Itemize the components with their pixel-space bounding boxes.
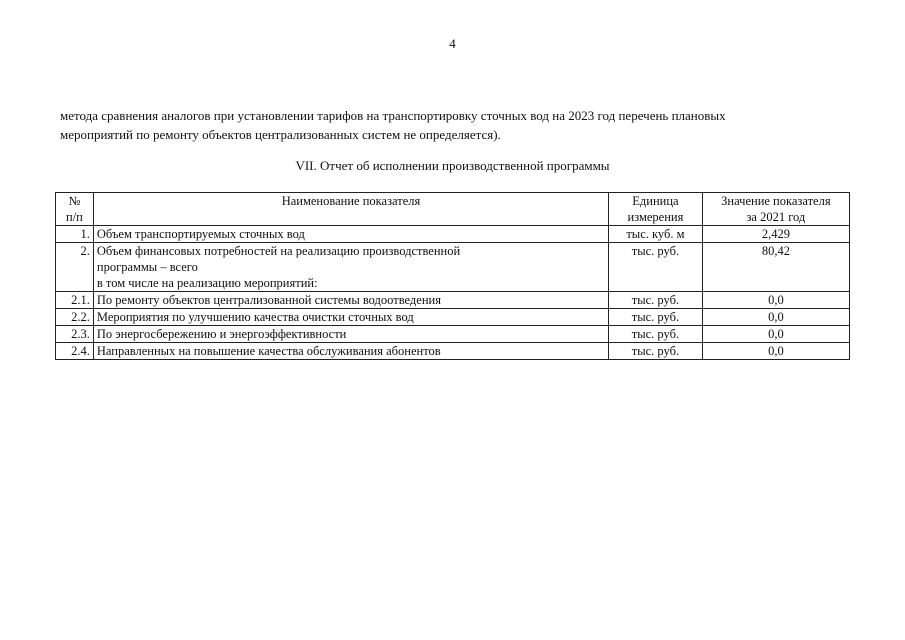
row-unit: тыс. куб. м (609, 226, 703, 243)
row-value: 0,0 (702, 292, 849, 309)
row-num: 2. (56, 243, 94, 292)
row-value: 2,429 (702, 226, 849, 243)
row-name (93, 326, 608, 343)
row-name (93, 292, 608, 309)
row-name (93, 226, 608, 243)
report-table (55, 192, 850, 360)
intro-paragraph (60, 106, 852, 144)
header-num (56, 193, 94, 226)
row-value: 0,0 (702, 343, 849, 360)
header-value (702, 193, 849, 226)
section-title: VII. Отчет об исполнении производственной программы (295, 158, 610, 173)
row-value: 80,42 (702, 243, 849, 292)
row-name-line: в том числе на реализацию мероприятий: (96, 276, 318, 290)
header-num-line: п/п (66, 210, 83, 224)
row-value: 0,0 (702, 309, 849, 326)
row-num: 2.3. (56, 326, 94, 343)
row-unit: тыс. руб. (609, 243, 703, 292)
row-num: 2.4. (56, 343, 94, 360)
table-row (56, 326, 850, 343)
row-name-line: Объем транспортируемых сточных вод (96, 227, 305, 241)
row-num: 2.2. (56, 309, 94, 326)
table-row (56, 309, 850, 326)
row-value: 0,0 (702, 326, 849, 343)
row-name-line: По ремонту объектов централизованной системы водоотведения (96, 293, 441, 307)
row-unit: тыс. руб. (609, 292, 703, 309)
row-num: 1. (56, 226, 94, 243)
row-name-line: Направленных на повышение качества обслуживания абонентов (96, 344, 441, 358)
row-name-line: Объем финансовых потребностей на реализацию производственной (96, 244, 461, 258)
row-unit: тыс. руб. (609, 309, 703, 326)
row-name (93, 309, 608, 326)
row-unit: тыс. руб. (609, 343, 703, 360)
row-name (93, 343, 608, 360)
table-row (56, 343, 850, 360)
row-unit: тыс. руб. (609, 326, 703, 343)
row-name-line: По энергосбережению и энергоэффективности (96, 327, 347, 341)
header-value-line: Значение показателя (721, 194, 831, 208)
table-header-row (56, 193, 850, 226)
header-name: Наименование показателя (93, 193, 608, 226)
intro-line: мероприятий по ремонту объектов централизованных систем не определяется). (60, 127, 501, 142)
row-name (93, 243, 608, 292)
header-unit-line: измерения (627, 210, 684, 224)
table-row (56, 292, 850, 309)
row-num: 2.1. (56, 292, 94, 309)
header-unit-line: Единица (632, 194, 679, 208)
table-row (56, 226, 850, 243)
header-unit (609, 193, 703, 226)
page-number: 4 (449, 36, 456, 51)
header-value-line: за 2021 год (746, 210, 806, 224)
row-name-line: программы – всего (96, 260, 198, 274)
intro-line: метода сравнения аналогов при установлении тарифов на транспортировку сточных вод на 2023 год перечень плановых (60, 108, 726, 123)
header-num-line: № (68, 194, 81, 208)
table-row (56, 243, 850, 292)
row-name-line: Мероприятия по улучшению качества очистки сточных вод (96, 310, 414, 324)
